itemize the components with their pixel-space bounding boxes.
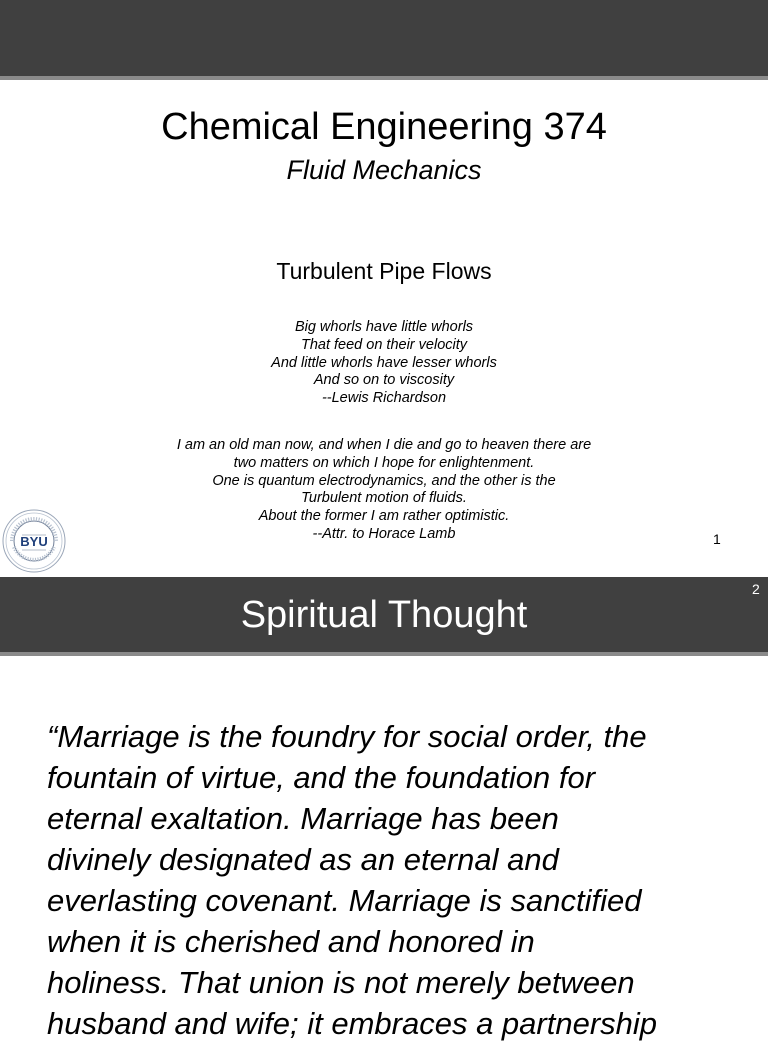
quote-line: Turbulent motion of fluids.: [301, 490, 467, 507]
marriage-quote-line: holiness. That union is not merely between: [47, 965, 635, 1000]
slide1-heading: Turbulent Pipe Flows: [276, 258, 492, 284]
byu-logo-text: BYU: [20, 534, 48, 549]
slide1-header-stripe: [0, 76, 768, 80]
marriage-quote: [47, 716, 747, 1044]
marriage-quote-line: eternal exaltation. Marriage has been: [47, 801, 559, 836]
quote-line: About the former I am rather optimistic.: [258, 508, 510, 525]
quote-attribution: --Attr. to Horace Lamb: [312, 525, 456, 542]
poem-line: That feed on their velocity: [300, 336, 468, 353]
marriage-quote-line: fountain of virtue, and the foundation for: [47, 760, 596, 795]
poem-attribution: --Lewis Richardson: [321, 390, 447, 407]
quote-line: One is quantum electrodynamics, and the other is the: [212, 472, 556, 489]
marriage-quote-line: everlasting covenant. Marriage is sanctified: [47, 883, 642, 918]
poem-line: And little whorls have lesser whorls: [271, 354, 497, 371]
marriage-quote-line: “Marriage is the foundry for social order, the: [47, 719, 647, 754]
slide1-header-bar: [0, 0, 768, 76]
poem-line: And so on to viscosity: [313, 372, 455, 389]
quote-line: two matters on which I hope for enlightenment.: [233, 454, 535, 471]
marriage-quote-line: when it is cherished and honored in: [47, 924, 535, 959]
marriage-quote-line: divinely designated as an eternal and: [47, 842, 559, 877]
poem-line: Big whorls have little whorls: [294, 319, 474, 335]
slide2-title: Spiritual Thought: [240, 594, 528, 636]
byu-seal-logo: [2, 509, 66, 573]
marriage-quote-line: husband and wife; it embraces a partnership: [47, 1006, 658, 1041]
lamb-quote: [0, 437, 768, 544]
slide2-page-number: 2: [752, 581, 760, 597]
slide1-title: Chemical Engineering 374: [161, 106, 607, 148]
slide1-subtitle: Fluid Mechanics: [286, 155, 482, 185]
slide1-page-number: 1: [713, 531, 721, 547]
richardson-poem: [0, 319, 768, 408]
quote-line: I am an old man now, and when I die and go to heaven there are: [176, 437, 592, 453]
slide2-header-stripe: [0, 652, 768, 656]
